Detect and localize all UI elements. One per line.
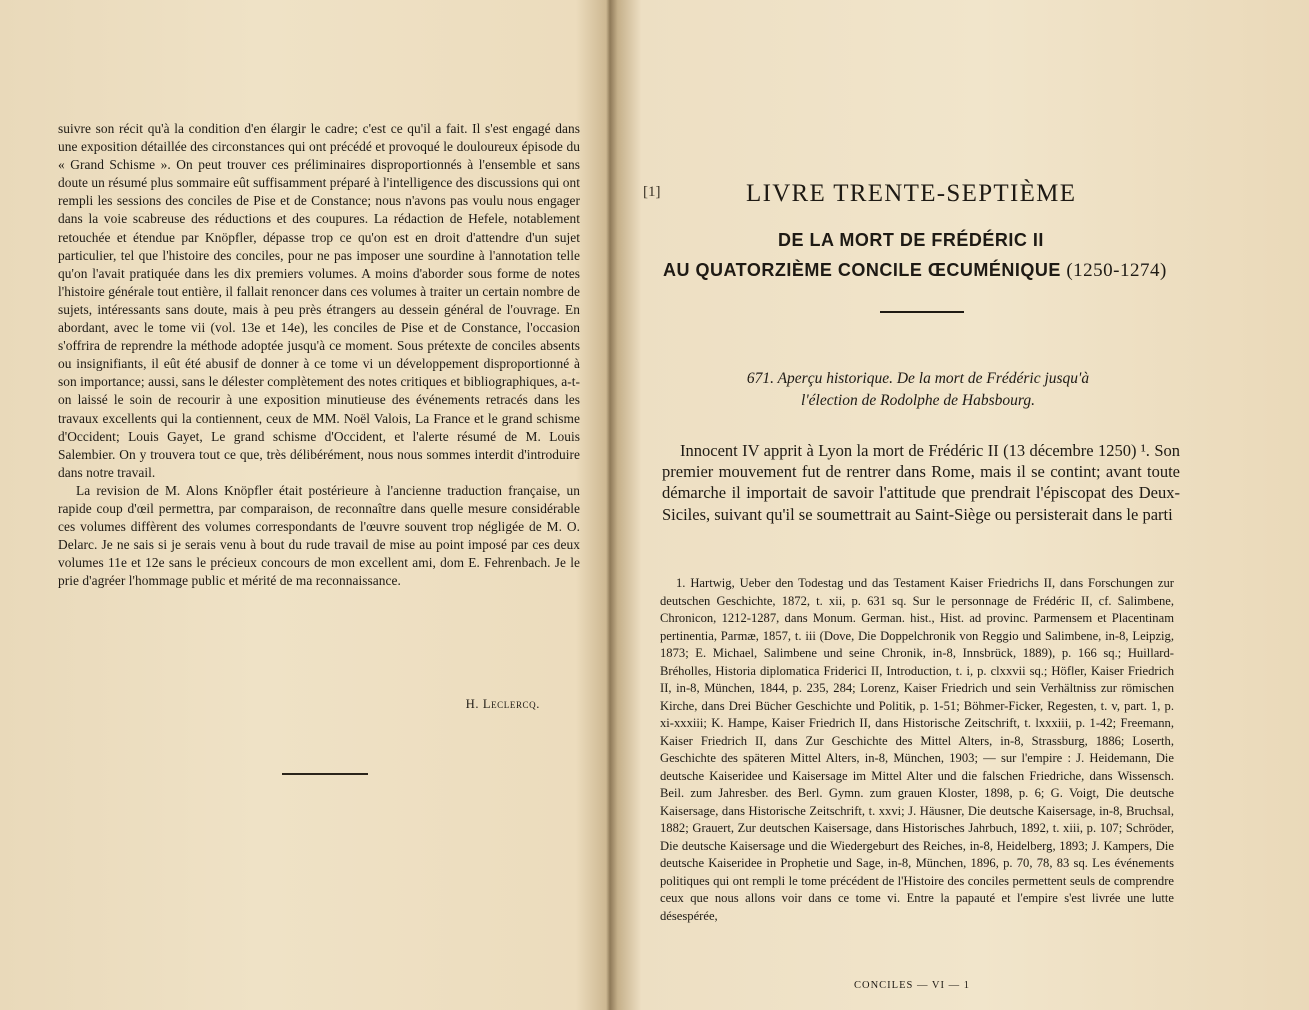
subtitle-line-2 <box>663 260 1167 282</box>
page-marker: [1] <box>643 184 661 200</box>
preface-paragraph-1: suivre son récit qu'à la condition d'en élargir le cadre; c'est ce qu'il a fait. Il s'est engagé dans une exposition détaillée des circonstances qui ont précédé et provoqué le douloureux épisode du « Grand Schisme ». On peut trouver ces préliminaires disproportionnés à l'ensemble et sans doute un résumé plus sommaire eût suffisamment préparé à l'intelligence des discussions qui ont rempli les sessions des conciles de Pise et de Constance; nous n'avons pas voulu nous engager dans la voie scabreuse des réductions et des coupures. La rédaction de Hefele, notablement retouchée et étendue par Knöpfler, dépasse trop ce qu'on est en droit d'attendre d'un sujet particulier, tel que l'histoire des conciles, pour ne pas imposer une sourdine à l'annotation telle qu'on l'avait pratiquée dans les dix premiers volumes. A moins d'aborder sous forme de notes l'histoire générale tout entière, il fallait renoncer dans ces volumes à traiter un certain nombre de sujets, intéressants sans doute, mais à peu près étrangers au dessein général de l'ouvrage. En abordant, avec le tome vii (vol. 13e et 14e), les conciles de Pise et de Constance, l'occasion s'offrira de reprendre la méthode adoptée jusqu'à ce moment. Sous prétexte de conciles absents ou insignifiants, il eût été abusif de donner à ce tome vi un développement disproportionné à son importance; aussi, sans le délester complètement des notes critiques et bibliographiques, a-t-on laissé le soin de recourir à une exposition minutieuse des événements retracés dans les travaux excellents qui la contiennent, ceux de MM. Noël Valois, La France et le grand schisme d'Occident; Louis Gayet, Le grand schisme d'Occident, et l'alerte résumé de M. Louis Salembier. On y trouvera tout ce que, très délibérément, nous nous sommes interdit d'introduire dans notre travail. <box>58 121 580 480</box>
section-heading-line-1: 671. Aperçu historique. De la mort de Frédéric jusqu'à <box>746 370 1090 387</box>
body-paragraph: Innocent IV apprit à Lyon la mort de Frédéric II (13 décembre 1250) ¹. Son premier mouvement fut de rentrer dans Rome, mais il se contint; avant toute démarche il importait de savoir l'attitude que prendrait l'épiscopat des Deux-Siciles, suivant qu'il se soumettrait au Saint-Siège ou persisterait dans le parti <box>662 441 1180 524</box>
right-page <box>618 0 1309 1010</box>
subtitle-years: (1250-1274) <box>1066 260 1167 281</box>
footnote-text: 1. Hartwig, Ueber den Todestag und das Testament Kaiser Friedrichs II, dans Forschungen zur deutschen Geschichte, 1872, t. xii, p. 631 sq. Sur le personnage de Frédéric II, cf. Salimbene, Chronicon, 1212-1287, dans Monum. German. hist., Hist. ad provinc. Parmensem et Placentinam pertinentia, Parmæ, 1857, t. iii (Dove, Die Doppelchronik von Reggio und Salimbene, in-8, Leipzig, 1873; E. Michael, Salimbene und seine Chronik, in-8, Innsbrück, 1889), p. 166 sq.; Huillard-Bréholles, Historia diplomatica Friderici II, Introduction, t. i, p. clxxvii sq.; Höfler, Kaiser Friedrich II, in-8, München, 1844, p. 235, 284; Lorenz, Kaiser Friedrich und sein Verhältniss zur römischen Kirche, dans Drei Bücher Geschichte und Politik, p. 1-51; Böhmer-Ficker, Regesten, t. v, part. 1, p. xi-xxxiii; K. Hampe, Kaiser Friedrich II, dans Historische Zeitschrift, t. lxxxiii, p. 1-42; Freemann, Kaiser Friedrich II, dans Zur Geschichte des Mittel Alters, in-8, Strassburg, 1886; Loserth, Geschichte des späteren Mittel Alters, in-8, München, 1903; — sur l'empire : J. Heidemann, Die deutsche Kaiseridee und Kaisersage im Mittel Alter und die falschen Friedriche, dans Wissensch. Beil. zum Jahresber. des Berl. Gymn. zum grauen Kloster, 1898, p. 6; G. Voigt, Die deutsche Kaisersage, dans Historische Zeitschrift, t. xxvi; J. Häusner, Die deutsche Kaisersage, in-8, Bruchsal, 1882; Grauert, Zur deutschen Kaisersage, dans Historisches Jahrbuch, 1892, t. xiii, p. 107; Schröder, Die deutsche Kaisersage und die Wiedergeburt des Reiches, in-8, Heidelberg, 1893; J. Kampers, Die deutsche Kaiseridee in Prophetie und Sage, in-8, München, 1896, p. 70, 78, 83 sq. Les événements politiques qui ont rempli le tome précédent de l'Histoire des conciles permettent seuls de comprendre ceux que nous allons voir dans ce tome vi. Entre la papauté et l'empire s'est livrée une lutte désespérée, <box>660 576 1174 923</box>
book-title: LIVRE TRENTE-SEPTIÈME <box>746 180 1077 207</box>
left-page <box>0 0 606 1010</box>
title-rule <box>880 311 964 313</box>
preface-paragraph-2: La revision de M. Alons Knöpfler était postérieure à l'ancienne traduction française, un rapide coup d'œil permettra, par comparaison, de reconnaître dans quelle mesure considérable ces volumes diffèrent des volumes correspondants de l'œuvre souvent trop négligée de M. O. Delarc. Je ne sais si je serais venu à bout du rude travail de mise au point imposé par ces deux volumes 11e et 12e sans le précieux concours de mon excellent ami, dom E. Fehrenbach. Je le prie d'agréer l'hommage public et mérité de ma reconnaissance. <box>58 482 580 589</box>
section-heading <box>678 368 1158 412</box>
preface-text <box>58 120 580 590</box>
author-signature: H. Leclercq. <box>465 697 540 711</box>
subtitle-line-1: DE LA MORT DE FRÉDÉRIC II <box>778 230 1044 250</box>
running-footer: CONCILES — VI — 1 <box>854 980 970 991</box>
footnote <box>660 575 1174 925</box>
section-heading-line-2: l'élection de Rodolphe de Habsbourg. <box>801 392 1035 409</box>
subtitle-line-2-text: AU QUATORZIÈME CONCILE ŒCUMÉNIQUE <box>663 260 1061 280</box>
body-text <box>662 440 1180 525</box>
closing-rule <box>282 773 368 775</box>
